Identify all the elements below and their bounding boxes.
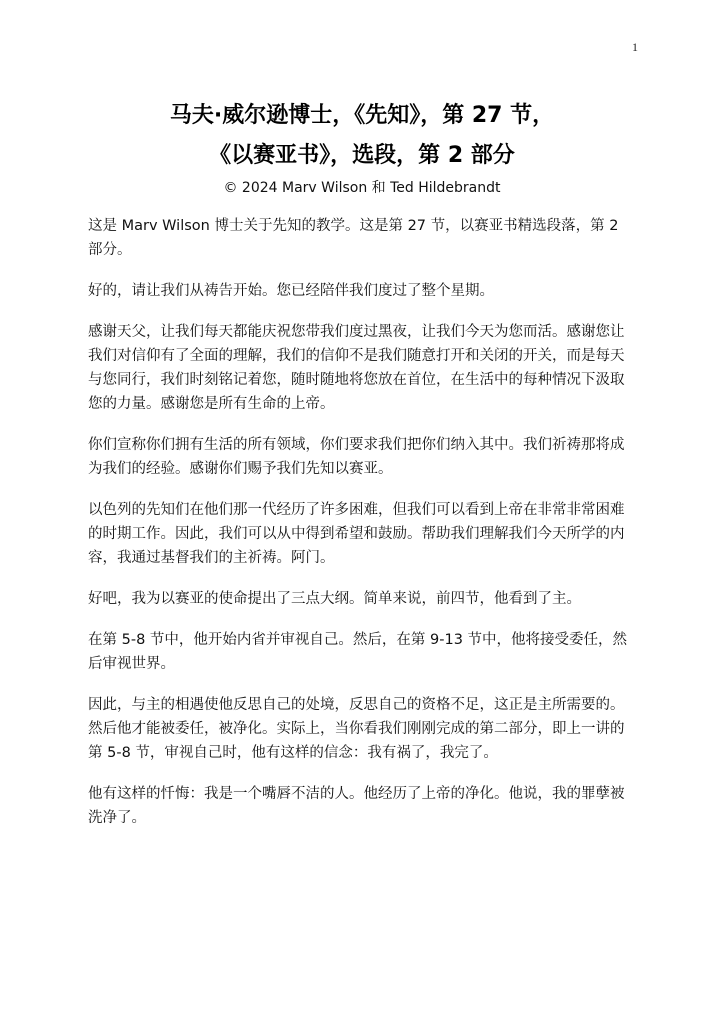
document-title-line-2: 《以赛亚书》，选段，第 2 部分 <box>209 143 515 168</box>
paragraph-intro: 这是 Marv Wilson 博士关于先知的教学。这是第 27 节，以赛亚书精选段落，第 2 部分。 <box>88 218 619 258</box>
page-number: 1 <box>632 40 638 54</box>
document-title-line-1: 马夫·威尔逊博士，《先知》，第 27 节， <box>169 103 555 128</box>
paragraph-prayer-start: 好的，请让我们从祷告开始。您已经陪伴我们度过了整个星期。 <box>88 283 494 299</box>
paragraph-encounter: 因此，与主的相遇使他反思自己的处境，反思自己的资格不足，这正是主所需要的。然后他才能被委任，被净化。实际上，当你看我们刚刚完成的第二部分，即上一讲的第 5-8 节，审视自己时，他有这样的信念：我有祸了，我完了。 <box>88 697 625 761</box>
document-body <box>88 214 636 847</box>
paragraph-prayer-amen: 以色列的先知们在他们那一代经历了许多困难，但我们可以看到上帝在非常非常困难的时期工作。因此，我们可以从中得到希望和鼓励。帮助我们理解我们今天所学的内容，我通过基督我们的主祈祷。阿门。 <box>88 502 625 566</box>
paragraph-confession: 他有这样的忏悔：我是一个嘴唇不洁的人。他经历了上帝的净化。他说，我的罪孽被洗净了。 <box>88 786 625 826</box>
paragraph-prayer-thanks: 感谢天父，让我们每天都能庆祝您带我们度过黑夜，让我们今天为您而活。感谢您让我们对信仰有了全面的理解，我们的信仰不是我们随意打开和关闭的开关，而是每天与您同行，我们时刻铭记着您，随时随地将您放在首位，在生活中的每种情况下汲取您的力量。感谢您是所有生命的上帝。 <box>88 324 625 412</box>
paragraph-outline: 好吧，我为以赛亚的使命提出了三点大纲。简单来说，前四节，他看到了主。 <box>88 591 581 607</box>
paragraph-prayer-domains: 你们宣称你们拥有生活的所有领域，你们要求我们把你们纳入其中。我们祈祷那将成为我们的经验。感谢你们赐予我们先知以赛亚。 <box>88 437 625 477</box>
copyright-notice: © 2024 Marv Wilson 和 Ted Hildebrandt <box>223 180 501 196</box>
document-header <box>0 96 724 198</box>
paragraph-verses: 在第 5-8 节中，他开始内省并审视自己。然后，在第 9-13 节中，他将接受委任，然后审视世界。 <box>88 632 628 672</box>
